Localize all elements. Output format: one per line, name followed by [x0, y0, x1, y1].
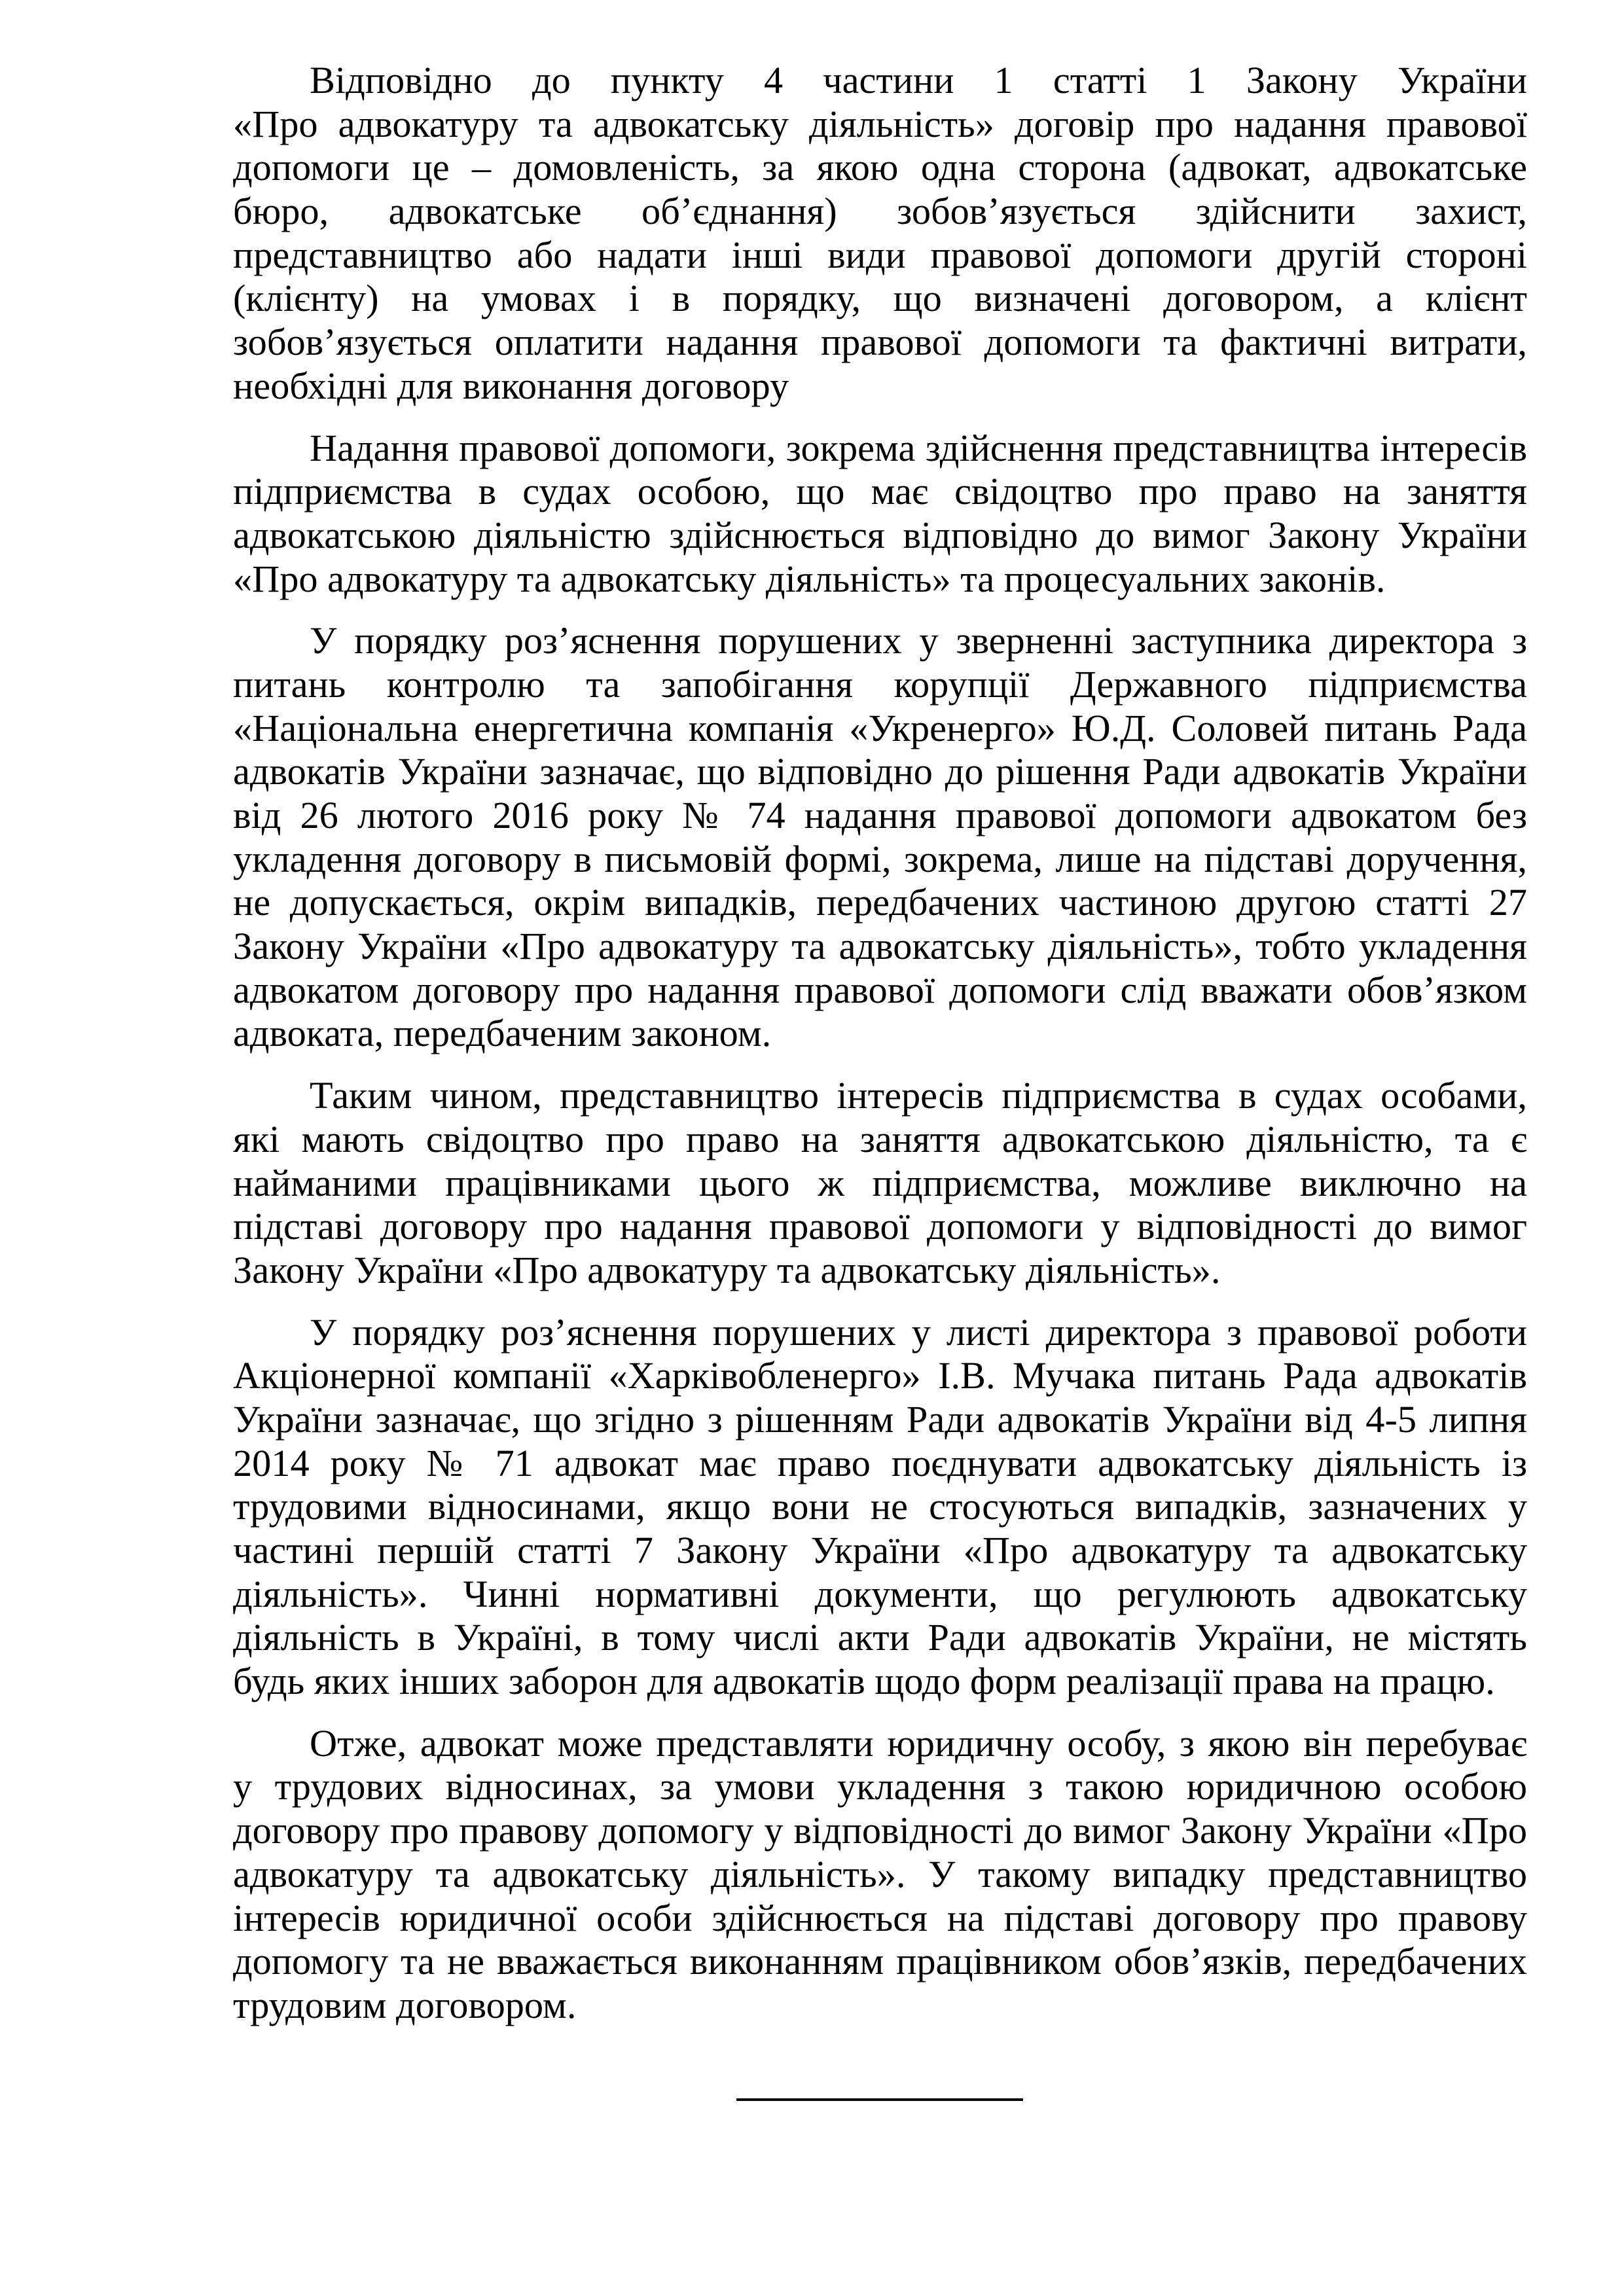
paragraph-2 — [233, 427, 1527, 601]
text-line: Закону України «Про адвокатуру та адвокатську діяльність», тобто укладення — [233, 925, 1527, 968]
paragraph-3 — [233, 619, 1527, 1056]
text-line: підприємства в судах особою, що має свідоцтво про право на заняття — [233, 470, 1527, 513]
text-line: найманими працівниками цього ж підприємства, можливе виключно на — [233, 1161, 1527, 1204]
closing-separator-line — [736, 2098, 1023, 2101]
text-line: адвокатів України зазначає, що відповідно до рішення Ради адвокатів України — [233, 750, 1527, 793]
text-line: у трудових відносинах, за умови укладення з такою юридичною особою — [233, 1765, 1527, 1808]
text-line: представництво або надати інші види правової допомоги другій стороні — [233, 233, 1527, 276]
text-line: укладення договору в письмовій формі, зокрема, лише на підставі доручення, — [233, 837, 1527, 880]
text-line: У порядку роз’яснення порушених у листі директора з правової роботи — [310, 1310, 1527, 1354]
text-line: зобов’язується оплатити надання правової допомоги та фактичні витрати, — [233, 321, 1527, 364]
text-line: від 26 лютого 2016 року № 74 надання правової допомоги адвокатом без — [233, 794, 1527, 836]
text-line: (клієнту) на умовах і в порядку, що визначені договором, а клієнт — [233, 277, 1527, 320]
text-line: «Національна енергетична компанія «Укренерго» Ю.Д. Соловей питань Рада — [233, 706, 1527, 749]
text-line: не допускається, окрім випадків, передбачених частиною другою статті 27 — [233, 881, 1527, 924]
text-line: трудовими відносинами, якщо вони не стосуються випадків, зазначених у — [233, 1485, 1527, 1528]
paragraph-4 — [233, 1074, 1527, 1292]
text-line: адвокатуру та адвокатську діяльність». У такому випадку представництво — [233, 1852, 1527, 1895]
text-line: Відповідно до пункту 4 частини 1 статті 1 Закону України — [310, 59, 1527, 101]
paragraph-1 — [233, 59, 1527, 408]
text-line: діяльність». Чинні нормативні документи, що регулюють адвокатську — [233, 1572, 1527, 1615]
document-body — [233, 59, 1527, 2046]
text-line: Акціонерної компанії «Харківобленерго» І.В. Мучака питань Рада адвокатів — [233, 1354, 1527, 1397]
text-line: діяльність в Україні, в тому числі акти Ради адвокатів України, не містять — [233, 1616, 1527, 1659]
text-line: У порядку роз’яснення порушених у зверненні заступника директора з — [310, 619, 1527, 662]
text-line: Закону України «Про адвокатуру та адвокатську діяльність». — [233, 1248, 1221, 1291]
text-line: «Про адвокатуру та адвокатську діяльність» договір про надання правової — [233, 102, 1527, 145]
text-line: трудовим договором. — [233, 1983, 577, 2026]
text-line: адвоката, передбаченим законом. — [233, 1012, 772, 1055]
text-line: допомогу та не вважається виконанням працівником обов’язків, передбачених — [233, 1940, 1527, 1983]
text-line: договору про правову допомогу у відповідності до вимог Закону України «Про — [233, 1809, 1527, 1852]
text-line: необхідні для виконання договору — [233, 364, 789, 407]
text-line: бюро, адвокатське об’єднання) зобов’язується здійснити захист, — [233, 190, 1527, 233]
paragraph-6 — [233, 1722, 1527, 2028]
text-line: інтересів юридичної особи здійснюється на підставі договору про правову — [233, 1896, 1527, 1939]
text-line: Надання правової допомоги, зокрема здійснення представництва інтересів — [310, 426, 1527, 469]
text-line: «Про адвокатуру та адвокатську діяльність» та процесуальних законів. — [233, 557, 1386, 600]
text-line: 2014 року № 71 адвокат має право поєднувати адвокатську діяльність із — [233, 1441, 1527, 1484]
text-line: допомоги це – домовленість, за якою одна сторона (адвокат, адвокатське — [233, 146, 1527, 189]
text-line: Отже, адвокат може представляти юридичну особу, з якою він перебуває — [310, 1721, 1527, 1765]
text-line: адвокатом договору про надання правової допомоги слід вважати обов’язком — [233, 968, 1527, 1011]
text-line: частині першій статті 7 Закону України «Про адвокатуру та адвокатську — [233, 1529, 1527, 1571]
paragraph-5 — [233, 1311, 1527, 1704]
text-line: питань контролю та запобігання корупції Державного підприємства — [233, 662, 1527, 706]
text-line: України зазначає, що згідно з рішенням Ради адвокатів України від 4-5 липня — [233, 1397, 1527, 1441]
text-line: адвокатською діяльністю здійснюється відповідно до вимог Закону України — [233, 513, 1527, 556]
text-line: Таким чином, представництво інтересів підприємства в судах особами, — [310, 1074, 1527, 1117]
text-line: будь яких інших заборон для адвокатів щодо форм реалізації права на працю. — [233, 1660, 1495, 1703]
text-line: які мають свідоцтво про право на заняття адвокатською діяльністю, та є — [233, 1117, 1527, 1160]
text-line: підставі договору про надання правової допомоги у відповідності до вимог — [233, 1205, 1527, 1248]
